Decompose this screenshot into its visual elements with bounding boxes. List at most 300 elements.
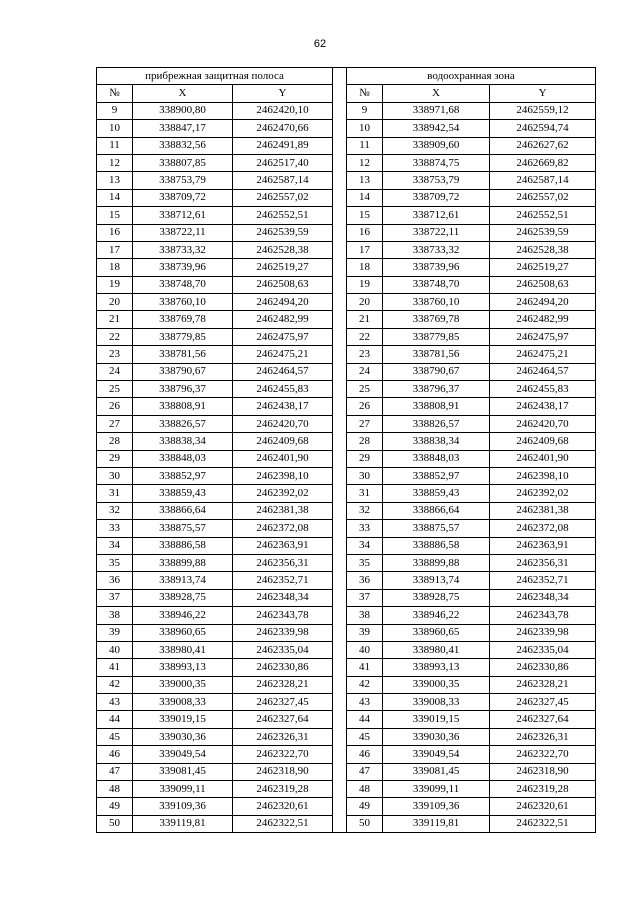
left-y-cell: 2462528,38	[233, 241, 333, 258]
left-y-cell: 2462356,31	[233, 554, 333, 571]
table-row	[97, 363, 596, 380]
right-y-cell: 2462381,38	[490, 502, 596, 519]
right-y-cell: 2462327,45	[490, 694, 596, 711]
right-y-cell: 2462372,08	[490, 520, 596, 537]
column-gap	[333, 781, 347, 798]
left-x-cell: 338886,58	[133, 537, 233, 554]
left-num-cell: 27	[97, 415, 133, 432]
left-num-cell: 22	[97, 328, 133, 345]
column-gap	[333, 311, 347, 328]
left-x-cell: 338826,57	[133, 415, 233, 432]
right-y-cell: 2462356,31	[490, 554, 596, 571]
left-y-cell: 2462398,10	[233, 467, 333, 484]
left-num-cell: 25	[97, 381, 133, 398]
table-row	[97, 572, 596, 589]
left-x-cell: 338866,64	[133, 502, 233, 519]
column-gap	[333, 554, 347, 571]
right-x-cell: 338739,96	[383, 259, 490, 276]
right-num-cell: 10	[347, 120, 383, 137]
column-gap	[333, 502, 347, 519]
right-y-cell: 2462455,83	[490, 381, 596, 398]
right-x-cell: 338748,70	[383, 276, 490, 293]
right-x-cell: 338928,75	[383, 589, 490, 606]
right-x-cell: 338709,72	[383, 189, 490, 206]
left-y-cell: 2462517,40	[233, 154, 333, 171]
left-num-cell: 45	[97, 728, 133, 745]
right-x-cell: 338886,58	[383, 537, 490, 554]
table-row	[97, 763, 596, 780]
left-x-cell: 338900,80	[133, 102, 233, 119]
table-row	[97, 467, 596, 484]
column-gap	[333, 763, 347, 780]
right-x-cell: 338993,13	[383, 659, 490, 676]
table-row	[97, 102, 596, 119]
right-x-cell: 338866,64	[383, 502, 490, 519]
right-num-cell: 49	[347, 798, 383, 815]
table-row	[97, 659, 596, 676]
column-gap	[333, 728, 347, 745]
right-x-cell: 339019,15	[383, 711, 490, 728]
table-row	[97, 294, 596, 311]
left-y-cell: 2462327,64	[233, 711, 333, 728]
table-row	[97, 607, 596, 624]
right-y-cell: 2462528,38	[490, 241, 596, 258]
right-x-cell: 338796,37	[383, 381, 490, 398]
left-x-cell: 338709,72	[133, 189, 233, 206]
left-num-cell: 9	[97, 102, 133, 119]
right-num-cell: 22	[347, 328, 383, 345]
column-gap	[333, 207, 347, 224]
right-y-cell: 2462559,12	[490, 102, 596, 119]
right-x-cell: 338960,65	[383, 624, 490, 641]
left-y-cell: 2462326,31	[233, 728, 333, 745]
right-y-cell: 2462438,17	[490, 398, 596, 415]
table-row	[97, 798, 596, 815]
left-y-cell: 2462322,51	[233, 815, 333, 832]
table-row	[97, 154, 596, 171]
left-num-cell: 18	[97, 259, 133, 276]
left-num-header: №	[97, 85, 133, 102]
left-num-cell: 37	[97, 589, 133, 606]
left-num-cell: 44	[97, 711, 133, 728]
table-row	[97, 328, 596, 345]
left-y-cell: 2462519,27	[233, 259, 333, 276]
left-x-cell: 338712,61	[133, 207, 233, 224]
left-y-cell: 2462348,34	[233, 589, 333, 606]
right-y-cell: 2462464,57	[490, 363, 596, 380]
left-x-cell: 338739,96	[133, 259, 233, 276]
right-num-cell: 26	[347, 398, 383, 415]
left-y-cell: 2462372,08	[233, 520, 333, 537]
column-gap	[333, 346, 347, 363]
right-y-cell: 2462409,68	[490, 433, 596, 450]
right-y-cell: 2462363,91	[490, 537, 596, 554]
right-num-cell: 9	[347, 102, 383, 119]
left-x-cell: 338722,11	[133, 224, 233, 241]
left-num-cell: 32	[97, 502, 133, 519]
right-num-cell: 43	[347, 694, 383, 711]
column-gap	[333, 537, 347, 554]
right-x-cell: 339008,33	[383, 694, 490, 711]
right-num-cell: 33	[347, 520, 383, 537]
right-num-header: №	[347, 85, 383, 102]
table-row	[97, 728, 596, 745]
table-row	[97, 781, 596, 798]
right-x-cell: 338769,78	[383, 311, 490, 328]
table-row	[97, 137, 596, 154]
column-gap	[333, 572, 347, 589]
column-gap	[333, 241, 347, 258]
right-num-cell: 23	[347, 346, 383, 363]
right-num-cell: 14	[347, 189, 383, 206]
right-x-cell: 339099,11	[383, 781, 490, 798]
left-num-cell: 10	[97, 120, 133, 137]
right-num-cell: 41	[347, 659, 383, 676]
left-num-cell: 49	[97, 798, 133, 815]
left-num-cell: 14	[97, 189, 133, 206]
table-row	[97, 815, 596, 832]
left-num-cell: 42	[97, 676, 133, 693]
table-row	[97, 641, 596, 658]
left-num-cell: 23	[97, 346, 133, 363]
right-y-cell: 2462401,90	[490, 450, 596, 467]
right-x-cell: 338875,57	[383, 520, 490, 537]
left-x-cell: 338807,85	[133, 154, 233, 171]
right-y-cell: 2462475,97	[490, 328, 596, 345]
right-num-cell: 30	[347, 467, 383, 484]
right-x-header: X	[383, 85, 490, 102]
table-row	[97, 502, 596, 519]
column-gap	[333, 746, 347, 763]
table-row	[97, 120, 596, 137]
left-x-cell: 339049,54	[133, 746, 233, 763]
left-y-cell: 2462330,86	[233, 659, 333, 676]
left-y-cell: 2462470,66	[233, 120, 333, 137]
right-x-cell: 338874,75	[383, 154, 490, 171]
left-num-cell: 28	[97, 433, 133, 450]
right-num-cell: 48	[347, 781, 383, 798]
right-x-cell: 338946,22	[383, 607, 490, 624]
left-num-cell: 15	[97, 207, 133, 224]
left-x-cell: 339109,36	[133, 798, 233, 815]
right-y-cell: 2462552,51	[490, 207, 596, 224]
right-x-cell: 338848,03	[383, 450, 490, 467]
right-num-cell: 39	[347, 624, 383, 641]
left-y-cell: 2462539,59	[233, 224, 333, 241]
right-num-cell: 16	[347, 224, 383, 241]
right-num-cell: 27	[347, 415, 383, 432]
column-gap	[333, 659, 347, 676]
right-x-cell: 339119,81	[383, 815, 490, 832]
right-x-cell: 339049,54	[383, 746, 490, 763]
right-num-cell: 34	[347, 537, 383, 554]
right-x-cell: 338712,61	[383, 207, 490, 224]
column-gap	[333, 520, 347, 537]
left-y-cell: 2462343,78	[233, 607, 333, 624]
right-num-cell: 31	[347, 485, 383, 502]
right-num-cell: 24	[347, 363, 383, 380]
column-gap	[333, 68, 347, 85]
left-y-cell: 2462409,68	[233, 433, 333, 450]
right-y-cell: 2462594,74	[490, 120, 596, 137]
right-x-cell: 338826,57	[383, 415, 490, 432]
page-number: 62	[313, 38, 327, 50]
left-num-cell: 33	[97, 520, 133, 537]
column-gap	[333, 641, 347, 658]
right-x-cell: 338722,11	[383, 224, 490, 241]
right-y-cell: 2462343,78	[490, 607, 596, 624]
left-y-cell: 2462319,28	[233, 781, 333, 798]
right-x-cell: 339030,36	[383, 728, 490, 745]
right-y-cell: 2462322,70	[490, 746, 596, 763]
left-y-cell: 2462420,70	[233, 415, 333, 432]
left-y-cell: 2462587,14	[233, 172, 333, 189]
left-num-cell: 38	[97, 607, 133, 624]
column-gap	[333, 154, 347, 171]
right-x-cell: 338753,79	[383, 172, 490, 189]
right-x-cell: 339109,36	[383, 798, 490, 815]
left-x-cell: 339119,81	[133, 815, 233, 832]
left-num-cell: 19	[97, 276, 133, 293]
left-y-cell: 2462328,21	[233, 676, 333, 693]
coordinates-table-body	[97, 68, 596, 833]
right-y-cell: 2462328,21	[490, 676, 596, 693]
right-y-cell: 2462420,70	[490, 415, 596, 432]
right-num-cell: 40	[347, 641, 383, 658]
left-y-cell: 2462335,04	[233, 641, 333, 658]
left-num-cell: 29	[97, 450, 133, 467]
left-x-cell: 338769,78	[133, 311, 233, 328]
column-gap	[333, 676, 347, 693]
right-num-cell: 25	[347, 381, 383, 398]
right-x-cell: 338971,68	[383, 102, 490, 119]
right-section-title: водоохранная зона	[347, 68, 596, 85]
left-num-cell: 13	[97, 172, 133, 189]
right-y-cell: 2462519,27	[490, 259, 596, 276]
left-x-cell: 338790,67	[133, 363, 233, 380]
right-y-cell: 2462318,90	[490, 763, 596, 780]
column-gap	[333, 224, 347, 241]
table-row	[97, 172, 596, 189]
left-x-cell: 338993,13	[133, 659, 233, 676]
section-title-row	[97, 68, 596, 85]
left-y-cell: 2462475,97	[233, 328, 333, 345]
right-y-cell: 2462322,51	[490, 815, 596, 832]
column-gap	[333, 694, 347, 711]
right-x-cell: 338838,34	[383, 433, 490, 450]
table-row	[97, 224, 596, 241]
right-num-cell: 42	[347, 676, 383, 693]
column-gap	[333, 398, 347, 415]
left-y-cell: 2462339,98	[233, 624, 333, 641]
left-y-cell: 2462475,21	[233, 346, 333, 363]
column-gap	[333, 415, 347, 432]
right-num-cell: 15	[347, 207, 383, 224]
left-y-cell: 2462352,71	[233, 572, 333, 589]
right-x-cell: 338760,10	[383, 294, 490, 311]
right-y-cell: 2462494,20	[490, 294, 596, 311]
coordinates-table	[96, 67, 596, 833]
right-y-cell: 2462352,71	[490, 572, 596, 589]
table-row	[97, 554, 596, 571]
left-y-cell: 2462464,57	[233, 363, 333, 380]
left-x-cell: 338980,41	[133, 641, 233, 658]
left-num-cell: 16	[97, 224, 133, 241]
left-x-cell: 338848,03	[133, 450, 233, 467]
right-x-cell: 338980,41	[383, 641, 490, 658]
left-y-cell: 2462557,02	[233, 189, 333, 206]
left-y-cell: 2462401,90	[233, 450, 333, 467]
right-x-cell: 338942,54	[383, 120, 490, 137]
right-num-cell: 47	[347, 763, 383, 780]
right-num-cell: 13	[347, 172, 383, 189]
right-num-cell: 19	[347, 276, 383, 293]
table-row	[97, 485, 596, 502]
column-gap	[333, 450, 347, 467]
table-row	[97, 189, 596, 206]
left-x-cell: 338859,43	[133, 485, 233, 502]
right-y-cell: 2462330,86	[490, 659, 596, 676]
left-x-cell: 339030,36	[133, 728, 233, 745]
right-y-cell: 2462335,04	[490, 641, 596, 658]
left-x-cell: 338748,70	[133, 276, 233, 293]
left-y-cell: 2462327,45	[233, 694, 333, 711]
left-y-cell: 2462392,02	[233, 485, 333, 502]
left-x-cell: 338781,56	[133, 346, 233, 363]
left-x-cell: 338960,65	[133, 624, 233, 641]
right-num-cell: 50	[347, 815, 383, 832]
right-y-cell: 2462557,02	[490, 189, 596, 206]
left-y-cell: 2462322,70	[233, 746, 333, 763]
right-num-cell: 46	[347, 746, 383, 763]
left-num-cell: 24	[97, 363, 133, 380]
left-x-cell: 339000,35	[133, 676, 233, 693]
right-y-cell: 2462508,63	[490, 276, 596, 293]
left-num-cell: 12	[97, 154, 133, 171]
right-num-cell: 29	[347, 450, 383, 467]
right-num-cell: 21	[347, 311, 383, 328]
right-num-cell: 11	[347, 137, 383, 154]
left-x-cell: 339019,15	[133, 711, 233, 728]
left-y-cell: 2462438,17	[233, 398, 333, 415]
table-row	[97, 207, 596, 224]
column-gap	[333, 711, 347, 728]
column-gap	[333, 363, 347, 380]
right-y-cell: 2462348,34	[490, 589, 596, 606]
right-x-cell: 338733,32	[383, 241, 490, 258]
left-y-cell: 2462552,51	[233, 207, 333, 224]
left-num-cell: 50	[97, 815, 133, 832]
left-x-cell: 338832,56	[133, 137, 233, 154]
left-num-cell: 11	[97, 137, 133, 154]
column-gap	[333, 85, 347, 102]
table-row	[97, 711, 596, 728]
column-gap	[333, 433, 347, 450]
table-row	[97, 694, 596, 711]
column-gap	[333, 381, 347, 398]
table-row	[97, 746, 596, 763]
left-y-cell: 2462482,99	[233, 311, 333, 328]
left-x-cell: 338847,17	[133, 120, 233, 137]
left-y-cell: 2462491,89	[233, 137, 333, 154]
right-y-cell: 2462482,99	[490, 311, 596, 328]
right-y-cell: 2462319,28	[490, 781, 596, 798]
right-y-cell: 2462539,59	[490, 224, 596, 241]
left-y-header: Y	[233, 85, 333, 102]
left-num-cell: 43	[97, 694, 133, 711]
right-x-cell: 338899,88	[383, 554, 490, 571]
left-y-cell: 2462318,90	[233, 763, 333, 780]
right-num-cell: 12	[347, 154, 383, 171]
left-x-cell: 338913,74	[133, 572, 233, 589]
right-x-cell: 339081,45	[383, 763, 490, 780]
right-y-cell: 2462475,21	[490, 346, 596, 363]
column-gap	[333, 485, 347, 502]
column-gap	[333, 328, 347, 345]
column-gap	[333, 607, 347, 624]
left-x-cell: 338928,75	[133, 589, 233, 606]
right-y-cell: 2462392,02	[490, 485, 596, 502]
left-num-cell: 41	[97, 659, 133, 676]
left-num-cell: 48	[97, 781, 133, 798]
left-x-cell: 338875,57	[133, 520, 233, 537]
right-num-cell: 36	[347, 572, 383, 589]
left-x-cell: 338852,97	[133, 467, 233, 484]
column-gap	[333, 467, 347, 484]
right-x-cell: 338808,91	[383, 398, 490, 415]
left-x-cell: 338899,88	[133, 554, 233, 571]
table-row	[97, 433, 596, 450]
column-gap	[333, 589, 347, 606]
table-row	[97, 415, 596, 432]
left-x-cell: 339099,11	[133, 781, 233, 798]
right-num-cell: 44	[347, 711, 383, 728]
left-x-header: X	[133, 85, 233, 102]
right-y-cell: 2462627,62	[490, 137, 596, 154]
left-y-cell: 2462420,10	[233, 102, 333, 119]
column-gap	[333, 259, 347, 276]
table-row	[97, 589, 596, 606]
left-num-cell: 39	[97, 624, 133, 641]
left-y-cell: 2462381,38	[233, 502, 333, 519]
right-y-cell: 2462339,98	[490, 624, 596, 641]
table-row	[97, 520, 596, 537]
column-gap	[333, 102, 347, 119]
left-x-cell: 338838,34	[133, 433, 233, 450]
left-num-cell: 31	[97, 485, 133, 502]
right-x-cell: 338852,97	[383, 467, 490, 484]
table-row	[97, 537, 596, 554]
column-gap	[333, 624, 347, 641]
right-num-cell: 28	[347, 433, 383, 450]
right-num-cell: 20	[347, 294, 383, 311]
left-x-cell: 338733,32	[133, 241, 233, 258]
left-num-cell: 26	[97, 398, 133, 415]
right-x-cell: 338909,60	[383, 137, 490, 154]
column-gap	[333, 189, 347, 206]
left-x-cell: 338760,10	[133, 294, 233, 311]
table-row	[97, 381, 596, 398]
right-y-header: Y	[490, 85, 596, 102]
right-x-cell: 338859,43	[383, 485, 490, 502]
right-num-cell: 17	[347, 241, 383, 258]
right-y-cell: 2462398,10	[490, 467, 596, 484]
right-y-cell: 2462320,61	[490, 798, 596, 815]
left-x-cell: 339008,33	[133, 694, 233, 711]
left-x-cell: 338808,91	[133, 398, 233, 415]
right-y-cell: 2462587,14	[490, 172, 596, 189]
right-x-cell: 338913,74	[383, 572, 490, 589]
